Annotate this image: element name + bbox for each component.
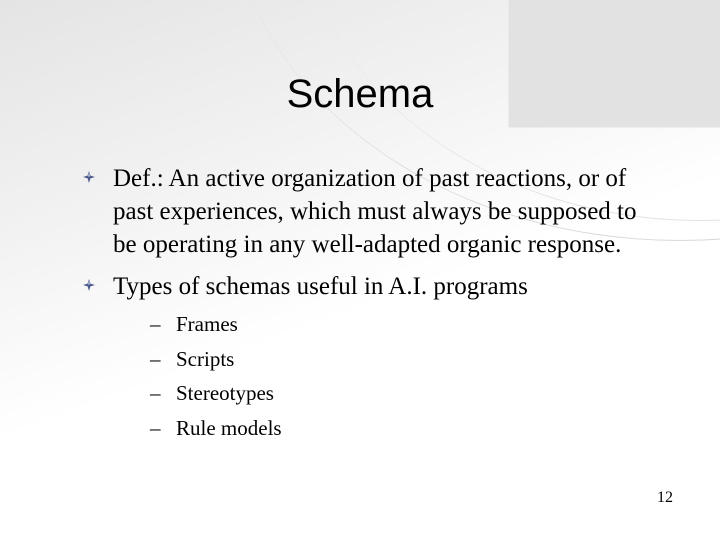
bullet-text: Types of schemas useful in A.I. programs [113,273,528,300]
sub-bullet-item [113,307,660,342]
page-number: 12 [657,489,673,506]
diamond-bullet-icon [83,171,95,183]
bullet-item [80,270,660,445]
sub-bullet-list [113,307,660,445]
dash-marker: – [150,381,161,405]
sub-bullet-text: Scripts [176,346,235,371]
bullet-item [80,162,660,261]
sub-bullet-text: Stereotypes [176,381,274,405]
sub-bullet-item [113,342,660,377]
dash-marker: – [150,312,161,336]
diamond-bullet-icon [83,279,95,291]
sub-bullet-item [113,376,660,411]
slide-title: Schema [286,72,434,116]
dash-marker: – [150,346,161,371]
bullet-text: Def.: An active organization of past reactions, or of past experiences, which must always be supposed to be operating in any well-adapted organic response. [113,165,637,258]
sub-bullet-text: Frames [176,312,238,336]
sub-bullet-item [113,411,660,446]
sub-bullet-text: Rule models [176,415,282,440]
bullet-list [80,162,660,454]
dash-marker: – [150,415,161,440]
